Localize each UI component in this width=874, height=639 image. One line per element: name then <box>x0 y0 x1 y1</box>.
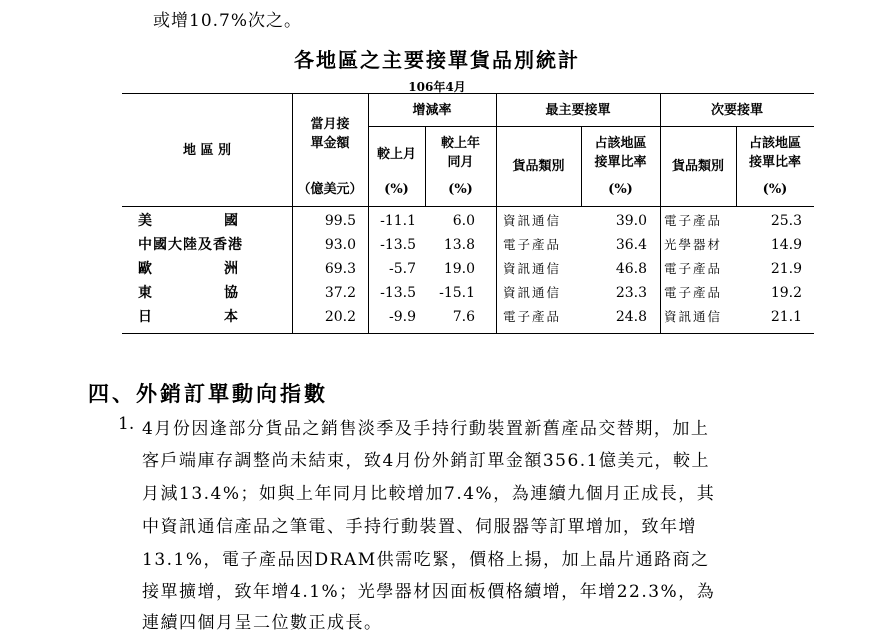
row-second-category: 電子產品 <box>664 285 723 300</box>
table-top-rule <box>122 93 814 94</box>
row-mom: -13.5 <box>380 237 416 253</box>
row-mom: -11.1 <box>380 213 416 229</box>
row-yoy: 7.6 <box>452 309 475 325</box>
row-yoy: -15.1 <box>439 285 475 301</box>
row-amount: 20.2 <box>324 309 356 325</box>
row-second-category: 光學器材 <box>664 237 723 252</box>
row-second-share: 21.1 <box>770 309 802 325</box>
header-region: 地 區 別 <box>182 143 232 158</box>
paragraph-line: 客戶端庫存調整尚未結束，致4月份外銷訂單金額356.1億美元，較上 <box>142 451 710 471</box>
header-second-group: 次要接單 <box>710 103 763 118</box>
row-yoy: 13.8 <box>443 237 475 253</box>
paragraph-line: 接單擴增，致年增4.1%；光學器材因面板價格續增，年增22.3%，為 <box>142 582 716 602</box>
header-main-share-line2: 接單比率 <box>594 155 647 170</box>
header-second-share-line1: 占該地區 <box>748 136 801 151</box>
row-yoy: 6.0 <box>452 213 475 229</box>
header-amount-line2: 單金額 <box>310 136 350 151</box>
row-main-category: 資訊通信 <box>503 261 562 276</box>
paragraph-line: 13.1%，電子產品因DRAM供需吃緊，價格上揚，加上晶片通路商之 <box>142 550 710 570</box>
row-second-category: 電子產品 <box>664 213 723 228</box>
row-main-category: 資訊通信 <box>503 285 562 300</box>
row-main-share: 39.0 <box>615 213 647 229</box>
row-region-first-char: 美 <box>138 213 152 229</box>
row-second-category: 資訊通信 <box>664 309 723 324</box>
row-mom: -9.9 <box>389 309 416 325</box>
table-header-rule <box>122 206 814 207</box>
header-yoy-line2: 同月 <box>447 155 474 170</box>
header-yoy-unit: (%) <box>448 182 473 197</box>
row-mom: -5.7 <box>389 261 416 277</box>
header-main-share-line1: 占該地區 <box>594 136 647 151</box>
section-heading: 四、外銷訂單動向指數 <box>88 381 328 406</box>
table-title: 各地區之主要接單貨品別統計 <box>294 48 580 72</box>
row-region-first-char: 歐 <box>138 261 152 277</box>
row-main-category: 電子產品 <box>503 309 562 324</box>
row-region-last-char: 本 <box>224 309 238 325</box>
header-second-share-line2: 接單比率 <box>748 155 801 170</box>
paragraph-line: 中資訊通信產品之筆電、手持行動裝置、伺服器等訂單增加，致年增 <box>142 517 697 537</box>
row-amount: 69.3 <box>324 261 356 277</box>
row-region-first-char: 日 <box>138 309 152 325</box>
row-amount: 93.0 <box>324 237 356 253</box>
row-amount: 37.2 <box>324 285 356 301</box>
row-region-last-char: 協 <box>224 285 238 301</box>
header-main-group: 最主要接單 <box>545 103 611 118</box>
row-second-share: 21.9 <box>770 261 802 277</box>
row-second-share: 25.3 <box>770 213 802 229</box>
header-mom: 較上月 <box>376 147 416 162</box>
row-region-last-char: 洲 <box>224 261 238 277</box>
row-second-share: 19.2 <box>770 285 802 301</box>
header-yoy-line1: 較上年 <box>440 136 480 151</box>
header-second-category: 貨品類別 <box>671 159 724 174</box>
col-divider <box>496 93 497 333</box>
row-mom: -13.5 <box>380 285 416 301</box>
paragraph-line: 連續四個月呈二位數正成長。 <box>142 613 383 633</box>
header-main-share-unit: (%) <box>608 182 633 197</box>
row-region-name: 中國大陸及香港 <box>138 237 243 253</box>
row-second-share: 14.9 <box>770 237 802 253</box>
row-main-share: 46.8 <box>615 261 647 277</box>
row-second-category: 電子產品 <box>664 261 723 276</box>
header-amount-unit: （億美元） <box>297 182 363 197</box>
header-amount-line1: 當月接 <box>310 117 350 132</box>
row-main-category: 資訊通信 <box>503 213 562 228</box>
row-region-first-char: 東 <box>138 285 152 301</box>
row-region-last-char: 國 <box>224 213 238 229</box>
paragraph-line: 月減13.4%；如與上年同月比較增加7.4%，為連續九個月正成長，其 <box>142 484 716 504</box>
col-divider <box>660 93 661 333</box>
list-item-number: 1. <box>118 414 135 434</box>
group-header-rule <box>368 126 814 127</box>
top-line-text: 或增10.7%次之。 <box>153 11 303 31</box>
row-main-share: 23.3 <box>615 285 647 301</box>
header-second-share-unit: (%) <box>762 182 788 197</box>
header-main-category: 貨品類別 <box>512 159 565 174</box>
row-main-category: 電子產品 <box>503 237 562 252</box>
row-amount: 99.5 <box>324 213 356 229</box>
paragraph-line: 4月份因逢部分貨品之銷售淡季及手持行動裝置新舊產品交替期，加上 <box>142 419 710 439</box>
header-change-group: 增減率 <box>412 103 452 118</box>
header-mom-unit: (%) <box>384 182 409 197</box>
table-bottom-rule <box>122 333 814 334</box>
row-yoy: 19.0 <box>443 261 475 277</box>
row-main-share: 24.8 <box>615 309 647 325</box>
row-main-share: 36.4 <box>615 237 647 253</box>
table-subtitle: 106年4月 <box>408 80 466 94</box>
